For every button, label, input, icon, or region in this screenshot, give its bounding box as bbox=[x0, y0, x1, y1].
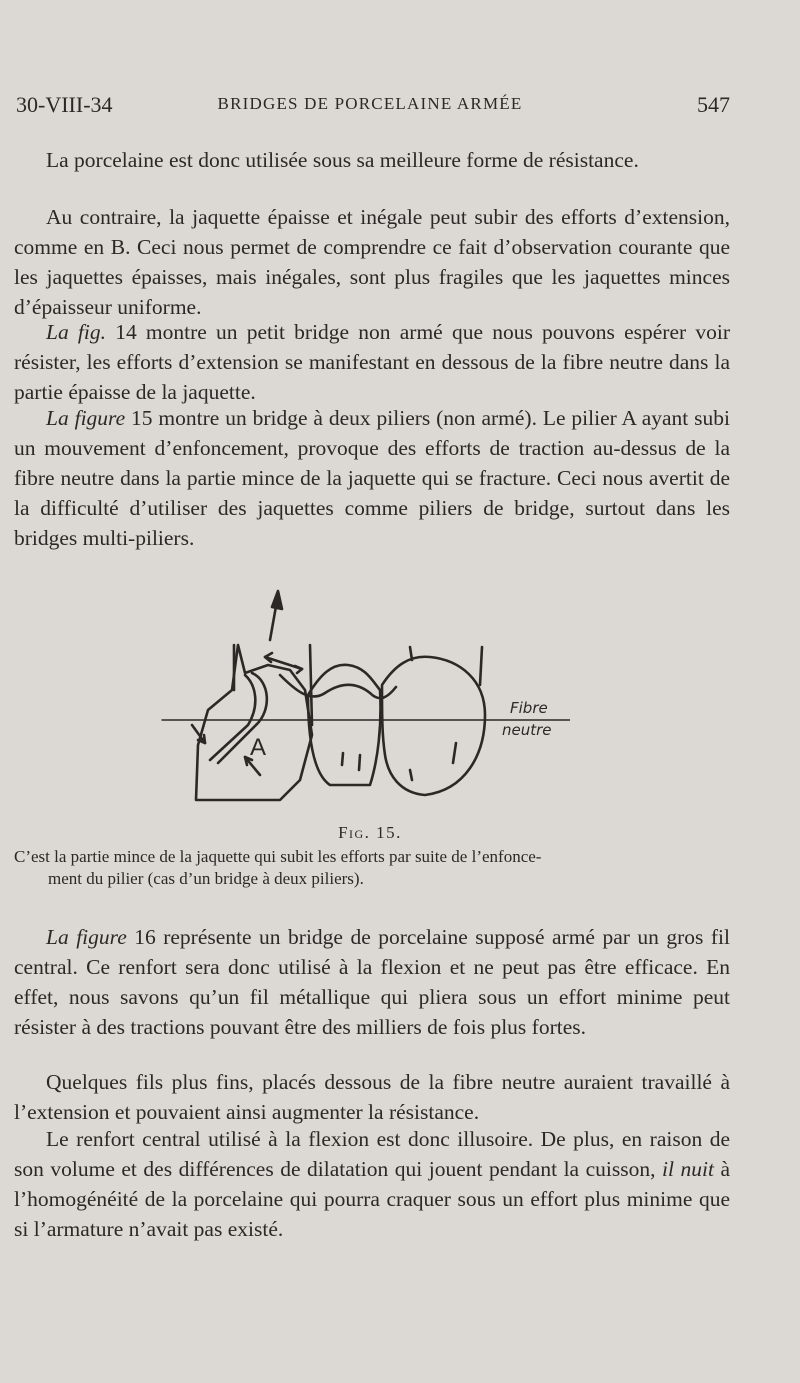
paragraph-3-text: 14 montre un petit bridge non armé que nous pouvons espérer voir résister, les efforts d’extension se manifestant en dessous de la fibre neutre dans la partie épaisse de la jaquette. bbox=[14, 320, 731, 404]
paragraph-1 bbox=[14, 146, 730, 176]
figure-reference: La fig. bbox=[46, 320, 106, 344]
figure-letter-a: A bbox=[250, 734, 267, 761]
header-date: 30-VIII-34 bbox=[16, 92, 113, 117]
paragraph-6-text: Quelques fils plus fins, placés dessous de la fibre neutre auraient travaillé à l’extension et pouvaient ainsi augmenter la résistance. bbox=[14, 1070, 730, 1124]
figure-label-fibre: Fibre bbox=[510, 699, 548, 717]
paragraph-4 bbox=[14, 404, 730, 554]
figure-label: Fig. 15. bbox=[338, 823, 402, 842]
figure-reference: La figure bbox=[46, 925, 127, 949]
figure-caption bbox=[14, 846, 730, 890]
paragraph-7-text-b: à l’homogénéité de la porcelaine qui pourra craquer sous un effort plus minime que si l’armature n’avait pas existé. bbox=[14, 1156, 730, 1241]
caption-line-2: ment du pilier (cas d’un bridge à deux piliers). bbox=[48, 869, 364, 888]
page-number: 547 bbox=[697, 92, 730, 117]
figure-label-neutre: neutre bbox=[502, 721, 552, 739]
paragraph-6 bbox=[14, 1068, 730, 1128]
paragraph-7-text-a: Le renfort central utilisé à la flexion est donc illusoire. De plus, en raison de son volume et des différences de dilatation qui jouent pendant la cuisson, bbox=[14, 1127, 730, 1181]
caption-line-1: C’est la partie mince de la jaquette qui subit les efforts par suite de l’enfonce- bbox=[14, 847, 542, 866]
paragraph-3 bbox=[14, 318, 730, 408]
paragraph-5-text: 16 représente un bridge de porcelaine supposé armé par un gros fil central. Ce renfort sera donc utilisé à la flexion et ne peut pas être efficace. En effet, nous savons qu’un fil métallique qui pliera sous un effort minime peut résister à des tractions pouvant être des milliers de fois plus fortes. bbox=[14, 925, 730, 1039]
paragraph-2 bbox=[14, 203, 730, 323]
paragraph-7 bbox=[14, 1125, 730, 1245]
paragraph-5 bbox=[14, 923, 730, 1043]
paragraph-2-text: Au contraire, la jaquette épaisse et inégale peut subir des efforts d’extension, comme en B. Ceci nous permet de comprendre ce fait d’observation courante que les jaquettes épaisses, mais inégales, sont plus fragiles que les jaquettes minces d’épaisseur uniforme. bbox=[14, 205, 730, 319]
figure-reference: La figure bbox=[46, 406, 126, 430]
header-title: BRIDGES DE PORCELAINE ARMÉE bbox=[217, 94, 523, 113]
paragraph-4-text: 15 montre un bridge à deux piliers (non armé). Le pilier A ayant subi un mouvement d’enfoncement, provoque des efforts de traction au-dessus de la fibre neutre dans la partie mince de la jaquette qui se fracture. Ceci nous avertit de la difficulté d’utiliser des jaquettes comme piliers de bridge, surtout dans les bridges multi-piliers. bbox=[14, 406, 730, 550]
figure-15-drawing bbox=[160, 585, 570, 810]
emphasis: il nuit bbox=[662, 1156, 714, 1181]
paragraph-1-text: La porcelaine est donc utilisée sous sa meilleure forme de résistance. bbox=[46, 148, 639, 172]
running-header bbox=[0, 92, 800, 122]
